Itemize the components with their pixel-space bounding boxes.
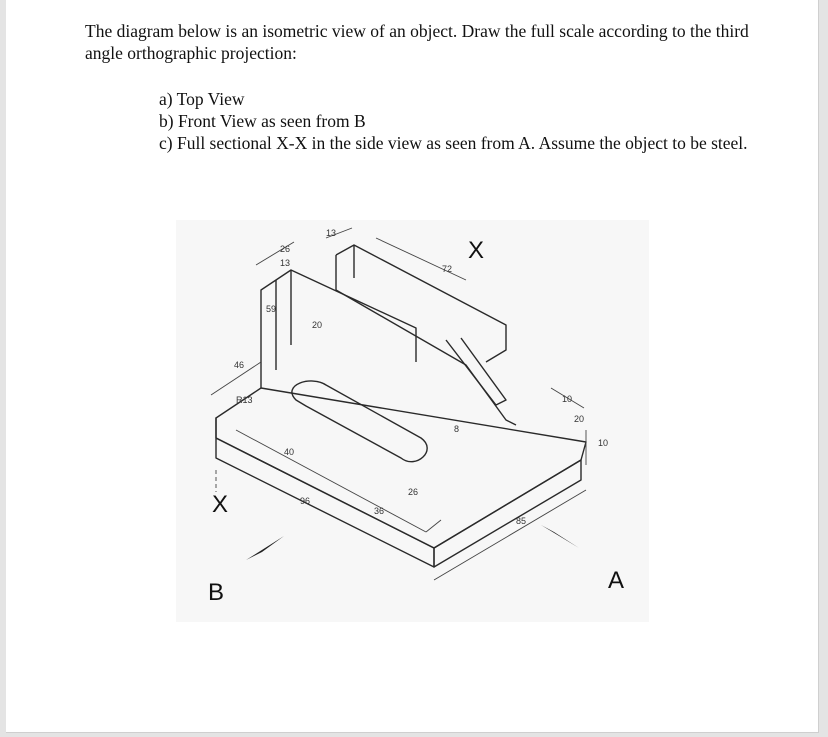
dim-13-top: 13: [280, 258, 291, 268]
dim-96: 96: [300, 496, 311, 506]
section-x-left-label: X: [212, 491, 229, 518]
view-labels: [208, 237, 624, 606]
dimension-texts: [234, 228, 608, 526]
base-slot: [292, 381, 427, 462]
task-list: [159, 88, 759, 154]
view-b-label: B: [208, 579, 225, 606]
task-top-view: a) Top View: [159, 89, 245, 109]
view-arrows: [246, 525, 579, 560]
question-intro: The diagram below is an isometric view of an object. Draw the full scale according to the third angle orthographic projection:: [85, 21, 749, 63]
dim-46: 46: [234, 360, 245, 370]
dim-20-side: 20: [574, 414, 585, 424]
task-sectional-view: c) Full sectional X-X in the side view as seen from A. Assume the object to be steel.: [159, 133, 748, 153]
dim-59: 59: [266, 304, 277, 314]
isometric-drawing: [176, 220, 649, 622]
dim-r13: R13: [236, 395, 253, 405]
view-b-arrow: [246, 536, 284, 560]
view-a-arrow: [541, 525, 579, 548]
dim-13-rib: 13: [326, 228, 337, 238]
dim-40: 40: [284, 447, 295, 457]
document-page: [6, 0, 819, 733]
dim-72: 72: [442, 264, 453, 274]
dim-26-top: 26: [280, 244, 291, 254]
dim-36: 36: [374, 506, 385, 516]
isometric-drawing-svg: [176, 220, 649, 622]
base-plate-left-face: [216, 418, 434, 567]
upright-wall: [261, 270, 416, 388]
dim-10-b: 10: [598, 438, 609, 448]
dim-10-a: 10: [562, 394, 573, 404]
rib-side: [336, 255, 516, 425]
dim-85: 85: [516, 516, 527, 526]
view-a-label: A: [608, 567, 625, 594]
section-x-top-label: X: [468, 237, 485, 264]
rib-slot: [446, 338, 506, 405]
dim-20-mid: 20: [312, 320, 323, 330]
base-plate-right-face: [434, 460, 581, 567]
dim-8: 8: [454, 424, 460, 434]
dimension-lines: [211, 228, 586, 580]
base-plate-top: [216, 388, 586, 548]
dim-26-slot: 26: [408, 487, 419, 497]
task-front-view: b) Front View as seen from B: [159, 111, 366, 131]
